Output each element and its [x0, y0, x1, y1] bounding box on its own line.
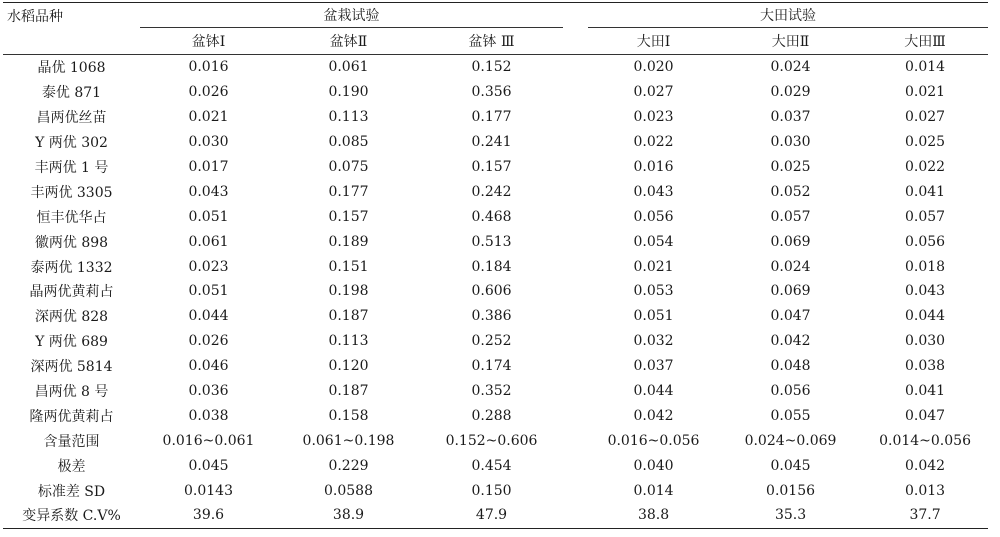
value-cell: 0.151	[328, 258, 369, 275]
value-cell: 47.9	[420, 503, 563, 528]
value-cell: 0.042	[633, 407, 674, 424]
row-label: Y 两优 689	[35, 334, 108, 351]
table-row	[3, 478, 988, 503]
value-cell: 0.043	[188, 183, 229, 200]
row-label: 深两优 828	[34, 309, 109, 326]
value-cell: 0.241	[471, 134, 512, 151]
value-cell: 0.051	[633, 308, 674, 325]
value-cell: 0.042	[905, 457, 946, 474]
table-row	[3, 80, 988, 105]
subheader-pot-1: 盆钵Ⅰ	[140, 28, 277, 55]
value-cell: 0.187	[328, 383, 369, 400]
value-cell: 0.288	[471, 407, 512, 424]
value-cell: 0.052	[770, 183, 811, 200]
value-cell: 0.113	[328, 333, 369, 350]
value-cell: 0.187	[328, 308, 369, 325]
value-cell: 0.051	[188, 208, 229, 225]
row-label: 深两优 5814	[30, 359, 113, 376]
row-label: 恒丰优华占	[36, 209, 107, 226]
value-cell: 0.190	[328, 84, 369, 101]
table-row	[3, 428, 988, 453]
gap-cell	[563, 379, 588, 404]
value-cell: 0.022	[633, 134, 674, 151]
group-header-pot: 盆栽试验	[140, 3, 563, 28]
value-cell: 0.056	[905, 233, 946, 250]
value-cell: 0.157	[328, 208, 369, 225]
value-cell: 0.030	[770, 134, 811, 151]
value-cell: 0.075	[328, 159, 369, 175]
value-cell: 0.026	[188, 333, 229, 350]
row-label: 极差	[57, 458, 86, 475]
data-table	[3, 2, 988, 529]
value-cell: 0.513	[471, 233, 512, 250]
value-cell: 0.152~0.606	[445, 432, 538, 449]
row-label: 徽两优 898	[34, 234, 109, 251]
value-cell: 0.044	[188, 308, 229, 325]
value-cell: 0.017	[188, 159, 229, 175]
row-label: 隆两优黄莉占	[29, 408, 114, 425]
table-row	[3, 379, 988, 404]
value-cell: 0.021	[188, 109, 229, 126]
value-cell: 0.113	[328, 109, 369, 126]
value-cell: 0.014~0.056	[879, 432, 971, 449]
table-row	[3, 204, 988, 229]
value-cell: 0.061	[328, 59, 369, 76]
value-cell: 0.150	[471, 482, 512, 499]
value-cell: 0.242	[471, 183, 512, 200]
value-cell: 0.0588	[324, 482, 373, 499]
value-cell: 0.026	[188, 84, 229, 101]
gap-cell	[563, 503, 588, 528]
value-cell: 0.055	[770, 407, 811, 424]
row-label: Y 两优 302	[35, 135, 108, 152]
gap-cell	[563, 179, 588, 204]
value-cell: 0.024	[770, 59, 811, 76]
value-cell: 0.044	[633, 383, 674, 400]
value-cell: 0.606	[471, 283, 512, 300]
value-cell: 0.046	[188, 358, 229, 375]
value-cell: 0.022	[905, 159, 946, 175]
value-cell: 0.043	[905, 283, 946, 300]
value-cell: 0.352	[471, 383, 512, 400]
table-row	[3, 304, 988, 329]
gap-cell	[563, 254, 588, 279]
gap-cell	[563, 279, 588, 304]
gap-cell	[563, 155, 588, 180]
value-cell: 0.023	[633, 109, 674, 126]
subheader-pot-3: 盆钵 Ⅲ	[420, 28, 563, 55]
value-cell: 0.085	[328, 134, 369, 151]
table-row	[3, 155, 988, 180]
value-cell: 0.037	[633, 358, 674, 375]
table-body	[3, 55, 988, 529]
value-cell: 0.057	[905, 208, 946, 225]
gap-cell	[563, 55, 588, 80]
header-row-sub	[3, 28, 988, 55]
value-cell: 37.7	[862, 503, 988, 528]
value-cell: 0.061~0.198	[302, 432, 395, 449]
table-row	[3, 229, 988, 254]
value-cell: 0.014	[905, 59, 946, 76]
value-cell: 0.045	[770, 457, 811, 474]
value-cell: 0.054	[633, 233, 674, 250]
value-cell: 0.027	[905, 109, 946, 126]
value-cell: 0.0156	[766, 482, 816, 499]
value-cell: 0.047	[770, 308, 811, 325]
value-cell: 39.6	[140, 503, 277, 528]
table-row	[3, 453, 988, 478]
value-cell: 0.032	[633, 333, 674, 350]
value-cell: 0.177	[471, 109, 512, 126]
row-label: 含量范围	[43, 433, 100, 450]
table-row	[3, 179, 988, 204]
value-cell: 0.016~0.056	[607, 432, 700, 449]
value-cell: 0.157	[471, 159, 512, 175]
value-cell: 0.024~0.069	[744, 432, 837, 449]
subheader-field-1: 大田Ⅰ	[588, 28, 719, 55]
value-cell: 0.045	[188, 457, 229, 474]
row-label: 昌两优丝苗	[36, 110, 107, 127]
row-label: 变异系数 C.V%	[3, 503, 140, 528]
value-cell: 0.198	[328, 283, 369, 300]
gap-cell	[563, 204, 588, 229]
value-cell: 0.041	[905, 383, 946, 400]
value-cell: 0.038	[905, 358, 946, 375]
value-cell: 0.023	[188, 258, 229, 275]
value-cell: 0.053	[633, 283, 674, 300]
value-cell: 35.3	[719, 503, 862, 528]
value-cell: 0.041	[905, 183, 946, 200]
value-cell: 0.030	[905, 333, 946, 350]
gap-cell	[563, 478, 588, 503]
value-cell: 0.037	[770, 109, 811, 126]
value-cell: 0.047	[905, 407, 946, 424]
value-cell: 0.025	[905, 134, 946, 151]
subheader-field-2: 大田Ⅱ	[719, 28, 862, 55]
row-label: 泰两优 1332	[30, 259, 113, 276]
value-cell: 38.9	[277, 503, 420, 528]
value-cell: 0.048	[770, 358, 811, 375]
table-row	[3, 329, 988, 354]
group-gap	[563, 3, 588, 28]
value-cell: 0.454	[471, 457, 512, 474]
group-header-field: 大田试验	[588, 3, 988, 28]
gap-cell	[563, 304, 588, 329]
value-cell: 0.030	[188, 134, 229, 151]
value-cell: 0.021	[633, 258, 674, 275]
value-cell: 0.038	[188, 407, 229, 424]
row-label: 丰两优 1 号	[34, 160, 109, 176]
gap-cell	[563, 229, 588, 254]
value-cell: 0.386	[471, 308, 512, 325]
value-cell: 0.036	[188, 383, 229, 400]
corner-header: 水稻品种	[3, 3, 140, 55]
value-cell: 0.120	[328, 358, 369, 375]
gap-cell	[563, 354, 588, 379]
value-cell: 0.018	[905, 258, 946, 275]
table-row	[3, 279, 988, 304]
value-cell: 0.027	[633, 84, 674, 101]
value-cell: 0.252	[471, 333, 512, 350]
value-cell: 0.061	[188, 233, 229, 250]
value-cell: 0.057	[770, 208, 811, 225]
subheader-gap	[563, 28, 588, 55]
table-row	[3, 354, 988, 379]
value-cell: 0.177	[328, 183, 369, 200]
row-label: 晶两优黄莉占	[29, 284, 114, 301]
gap-cell	[563, 403, 588, 428]
gap-cell	[563, 80, 588, 105]
row-label: 丰两优 3305	[30, 184, 113, 201]
value-cell: 0.016	[188, 59, 229, 76]
gap-cell	[563, 329, 588, 354]
value-cell: 0.056	[770, 383, 811, 400]
value-cell: 0.0143	[184, 482, 233, 499]
value-cell: 0.229	[328, 457, 369, 474]
table-row	[3, 105, 988, 130]
gap-cell	[563, 105, 588, 130]
gap-cell	[563, 428, 588, 453]
value-cell: 0.152	[471, 59, 512, 76]
value-cell: 0.184	[471, 258, 512, 275]
row-label: 标准差 SD	[37, 483, 106, 500]
value-cell: 0.069	[770, 283, 811, 300]
row-label: 泰优 871	[41, 85, 102, 102]
value-cell: 0.016~0.061	[162, 432, 255, 449]
value-cell: 0.189	[328, 233, 369, 250]
table-row	[3, 130, 988, 155]
value-cell: 0.043	[633, 183, 674, 200]
value-cell: 0.025	[770, 159, 811, 175]
header-row-groups	[3, 3, 988, 28]
value-cell: 0.056	[633, 208, 674, 225]
table-row	[3, 503, 988, 528]
gap-cell	[563, 453, 588, 478]
row-label: 昌两优 8 号	[34, 384, 109, 401]
value-cell: 0.021	[905, 84, 946, 101]
value-cell: 0.044	[905, 308, 946, 325]
table-row	[3, 403, 988, 428]
table-row	[3, 254, 988, 279]
value-cell: 0.042	[770, 333, 811, 350]
value-cell: 0.029	[770, 84, 811, 101]
value-cell: 38.8	[588, 503, 719, 528]
gap-cell	[563, 130, 588, 155]
value-cell: 0.468	[471, 208, 512, 225]
value-cell: 0.051	[188, 283, 229, 300]
value-cell: 0.014	[633, 482, 674, 499]
value-cell: 0.016	[633, 159, 674, 175]
row-label: 晶优 1068	[37, 60, 106, 77]
value-cell: 0.013	[905, 482, 946, 499]
value-cell: 0.069	[770, 233, 811, 250]
subheader-field-3: 大田Ⅲ	[862, 28, 988, 55]
value-cell: 0.024	[770, 258, 811, 275]
table-row	[3, 55, 988, 80]
subheader-pot-2: 盆钵Ⅱ	[277, 28, 420, 55]
value-cell: 0.040	[633, 457, 674, 474]
value-cell: 0.158	[328, 407, 369, 424]
value-cell: 0.174	[471, 358, 512, 375]
value-cell: 0.356	[471, 84, 512, 101]
value-cell: 0.020	[633, 59, 674, 76]
